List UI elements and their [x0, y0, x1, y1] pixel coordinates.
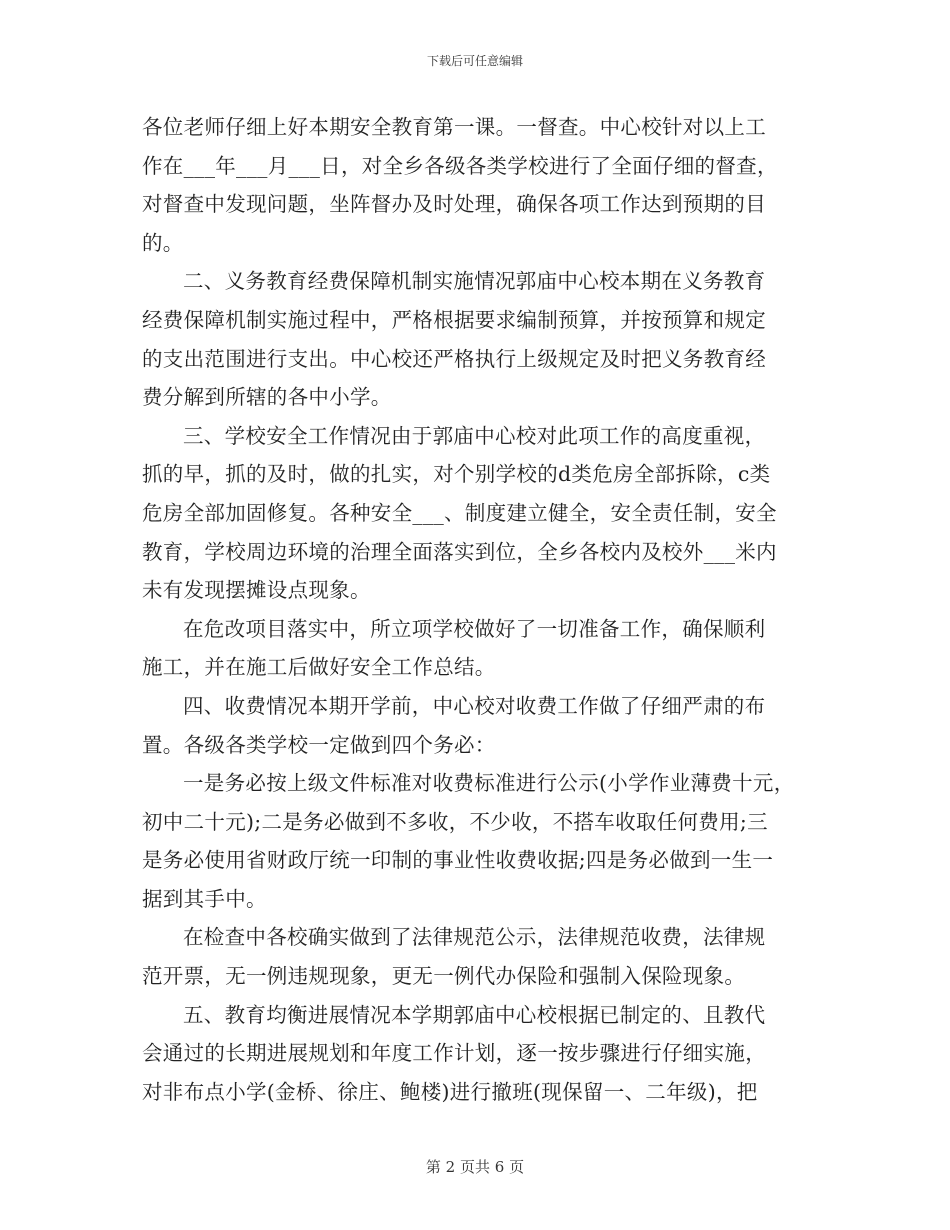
document-body [142, 108, 826, 1111]
text-line: 对非布点小学(金桥、徐庄、鲍楼)进行撤班(现保留一、二年级)，把 [142, 1079, 758, 1104]
text-line: 施工，并在施工后做好安全工作总结。 [142, 655, 496, 680]
text-line: 四、收费情况本期开学前，中心校对收费工作做了仔细严肃的布 [183, 693, 766, 718]
text-line: 的。 [142, 230, 184, 255]
text-line: 会通过的长期进展规划和年度工作计划，逐一按步骤进行仔细实施， [142, 1041, 766, 1066]
page-footer: 第 2 页共 6 页 [425, 1158, 525, 1176]
text-line: 五、教育均衡进展情况本学期郭庙中心校根据已制定的、且教代 [183, 1002, 766, 1027]
text-line: 未有发现摆摊设点现象。 [142, 578, 371, 603]
text-line: 在检查中各校确实做到了法律规范公示，法律规范收费，法律规 [183, 925, 766, 950]
text-line: 抓的早，抓的及时，做的扎实，对个别学校的d类危房全部拆除，c类 [142, 462, 771, 487]
text-line: 据到其手中。 [142, 886, 267, 911]
text-line: 的支出范围进行支出。中心校还严格执行上级规定及时把义务教育经 [142, 346, 766, 371]
text-line: 各位老师仔细上好本期安全教育第一课。一督查。中心校针对以上工 [142, 115, 766, 139]
text-line: 危房全部加固修复。各种安全___、制度建立健全，安全责任制，安全 [142, 500, 777, 525]
text-line: 在危改项目落实中，所立项学校做好了一切准备工作，确保顺利 [183, 616, 766, 641]
text-line: 对督查中发现问题，坐阵督办及时处理，确保各项工作达到预期的目 [142, 192, 766, 217]
text-line: 置。各级各类学校一定做到四个务必： [142, 732, 496, 757]
text-line: 范开票，无一例违规现象，更无一例代办保险和强制入保险现象。 [142, 964, 746, 989]
text-line: 费分解到所辖的各中小学。 [142, 385, 392, 410]
text-line: 三、学校安全工作情况由于郭庙中心校对此项工作的高度重视， [183, 423, 766, 448]
text-line: 二、义务教育经费保障机制实施情况郭庙中心校本期在义务教育 [183, 269, 766, 294]
text-line: 初中二十元);二是务必做到不多收，不少收，不搭车收取任何费用;三 [142, 809, 768, 834]
text-line: 一是务必按上级文件标准对收费标准进行公示(小学作业薄费十元， [183, 771, 795, 796]
text-line: 作在___年___月___日，对全乡各级各类学校进行了全面仔细的督查， [142, 153, 778, 178]
text-line: 教育，学校周边环境的治理全面落实到位，全乡各校内及校外___米内 [142, 539, 777, 564]
page-header: 下载后可任意编辑 [426, 54, 523, 68]
text-line: 经费保障机制实施过程中，严格根据要求编制预算，并按预算和规定 [142, 307, 766, 332]
text-line: 是务必使用省财政厅统一印制的事业性收费收据;四是务必做到一生一 [142, 848, 774, 873]
